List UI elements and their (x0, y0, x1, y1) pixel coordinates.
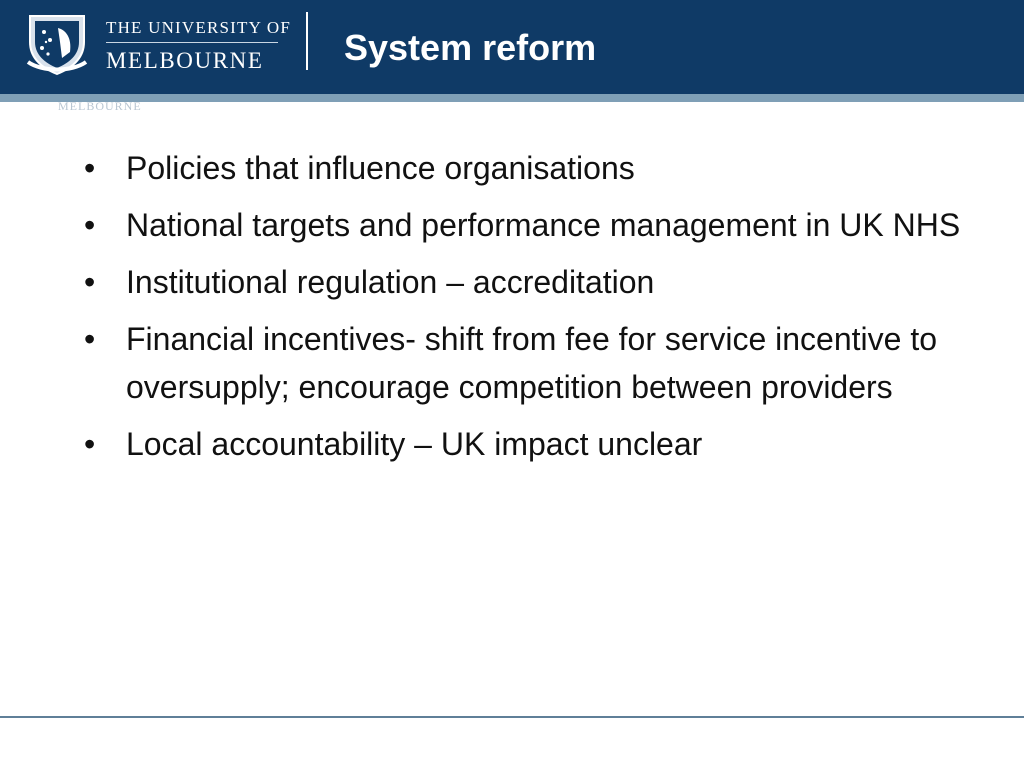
bullet-list (84, 144, 984, 468)
bullet-item (84, 315, 984, 411)
bullet-text: Local accountability – UK impact unclear (126, 426, 703, 462)
bullet-text: Institutional regulation – accreditation (126, 264, 655, 300)
bullet-item (84, 201, 984, 249)
bullet-item (84, 258, 984, 306)
bullet-item (84, 144, 984, 192)
footer-rule (0, 716, 1024, 718)
brand-line-1: THE UNIVERSITY OF (106, 18, 292, 37)
bullet-marker: • (84, 207, 96, 243)
bullet-marker: • (84, 264, 96, 300)
bullet-text: Policies that influence organisations (126, 150, 635, 186)
bullet-item (84, 420, 984, 468)
bullet-text: Financial incentives- shift from fee for service incentive to oversupply; encourage competition between providers (126, 321, 937, 405)
bullet-marker: • (84, 426, 96, 462)
header-divider (306, 12, 308, 70)
university-wordmark (106, 16, 292, 76)
slide-header (0, 0, 1024, 94)
slide-title: System reform (344, 27, 597, 68)
bullet-marker: • (84, 150, 96, 186)
brand-rule (106, 42, 278, 43)
bullet-marker: • (84, 321, 96, 357)
university-crest-icon (22, 12, 92, 78)
faded-wordmark: MELBOURNE (58, 99, 142, 113)
bullet-text: National targets and performance management in UK NHS (126, 207, 961, 243)
slide-content (84, 144, 984, 477)
brand-line-2: MELBOURNE (106, 48, 264, 73)
header-accent-strip (0, 94, 1024, 102)
